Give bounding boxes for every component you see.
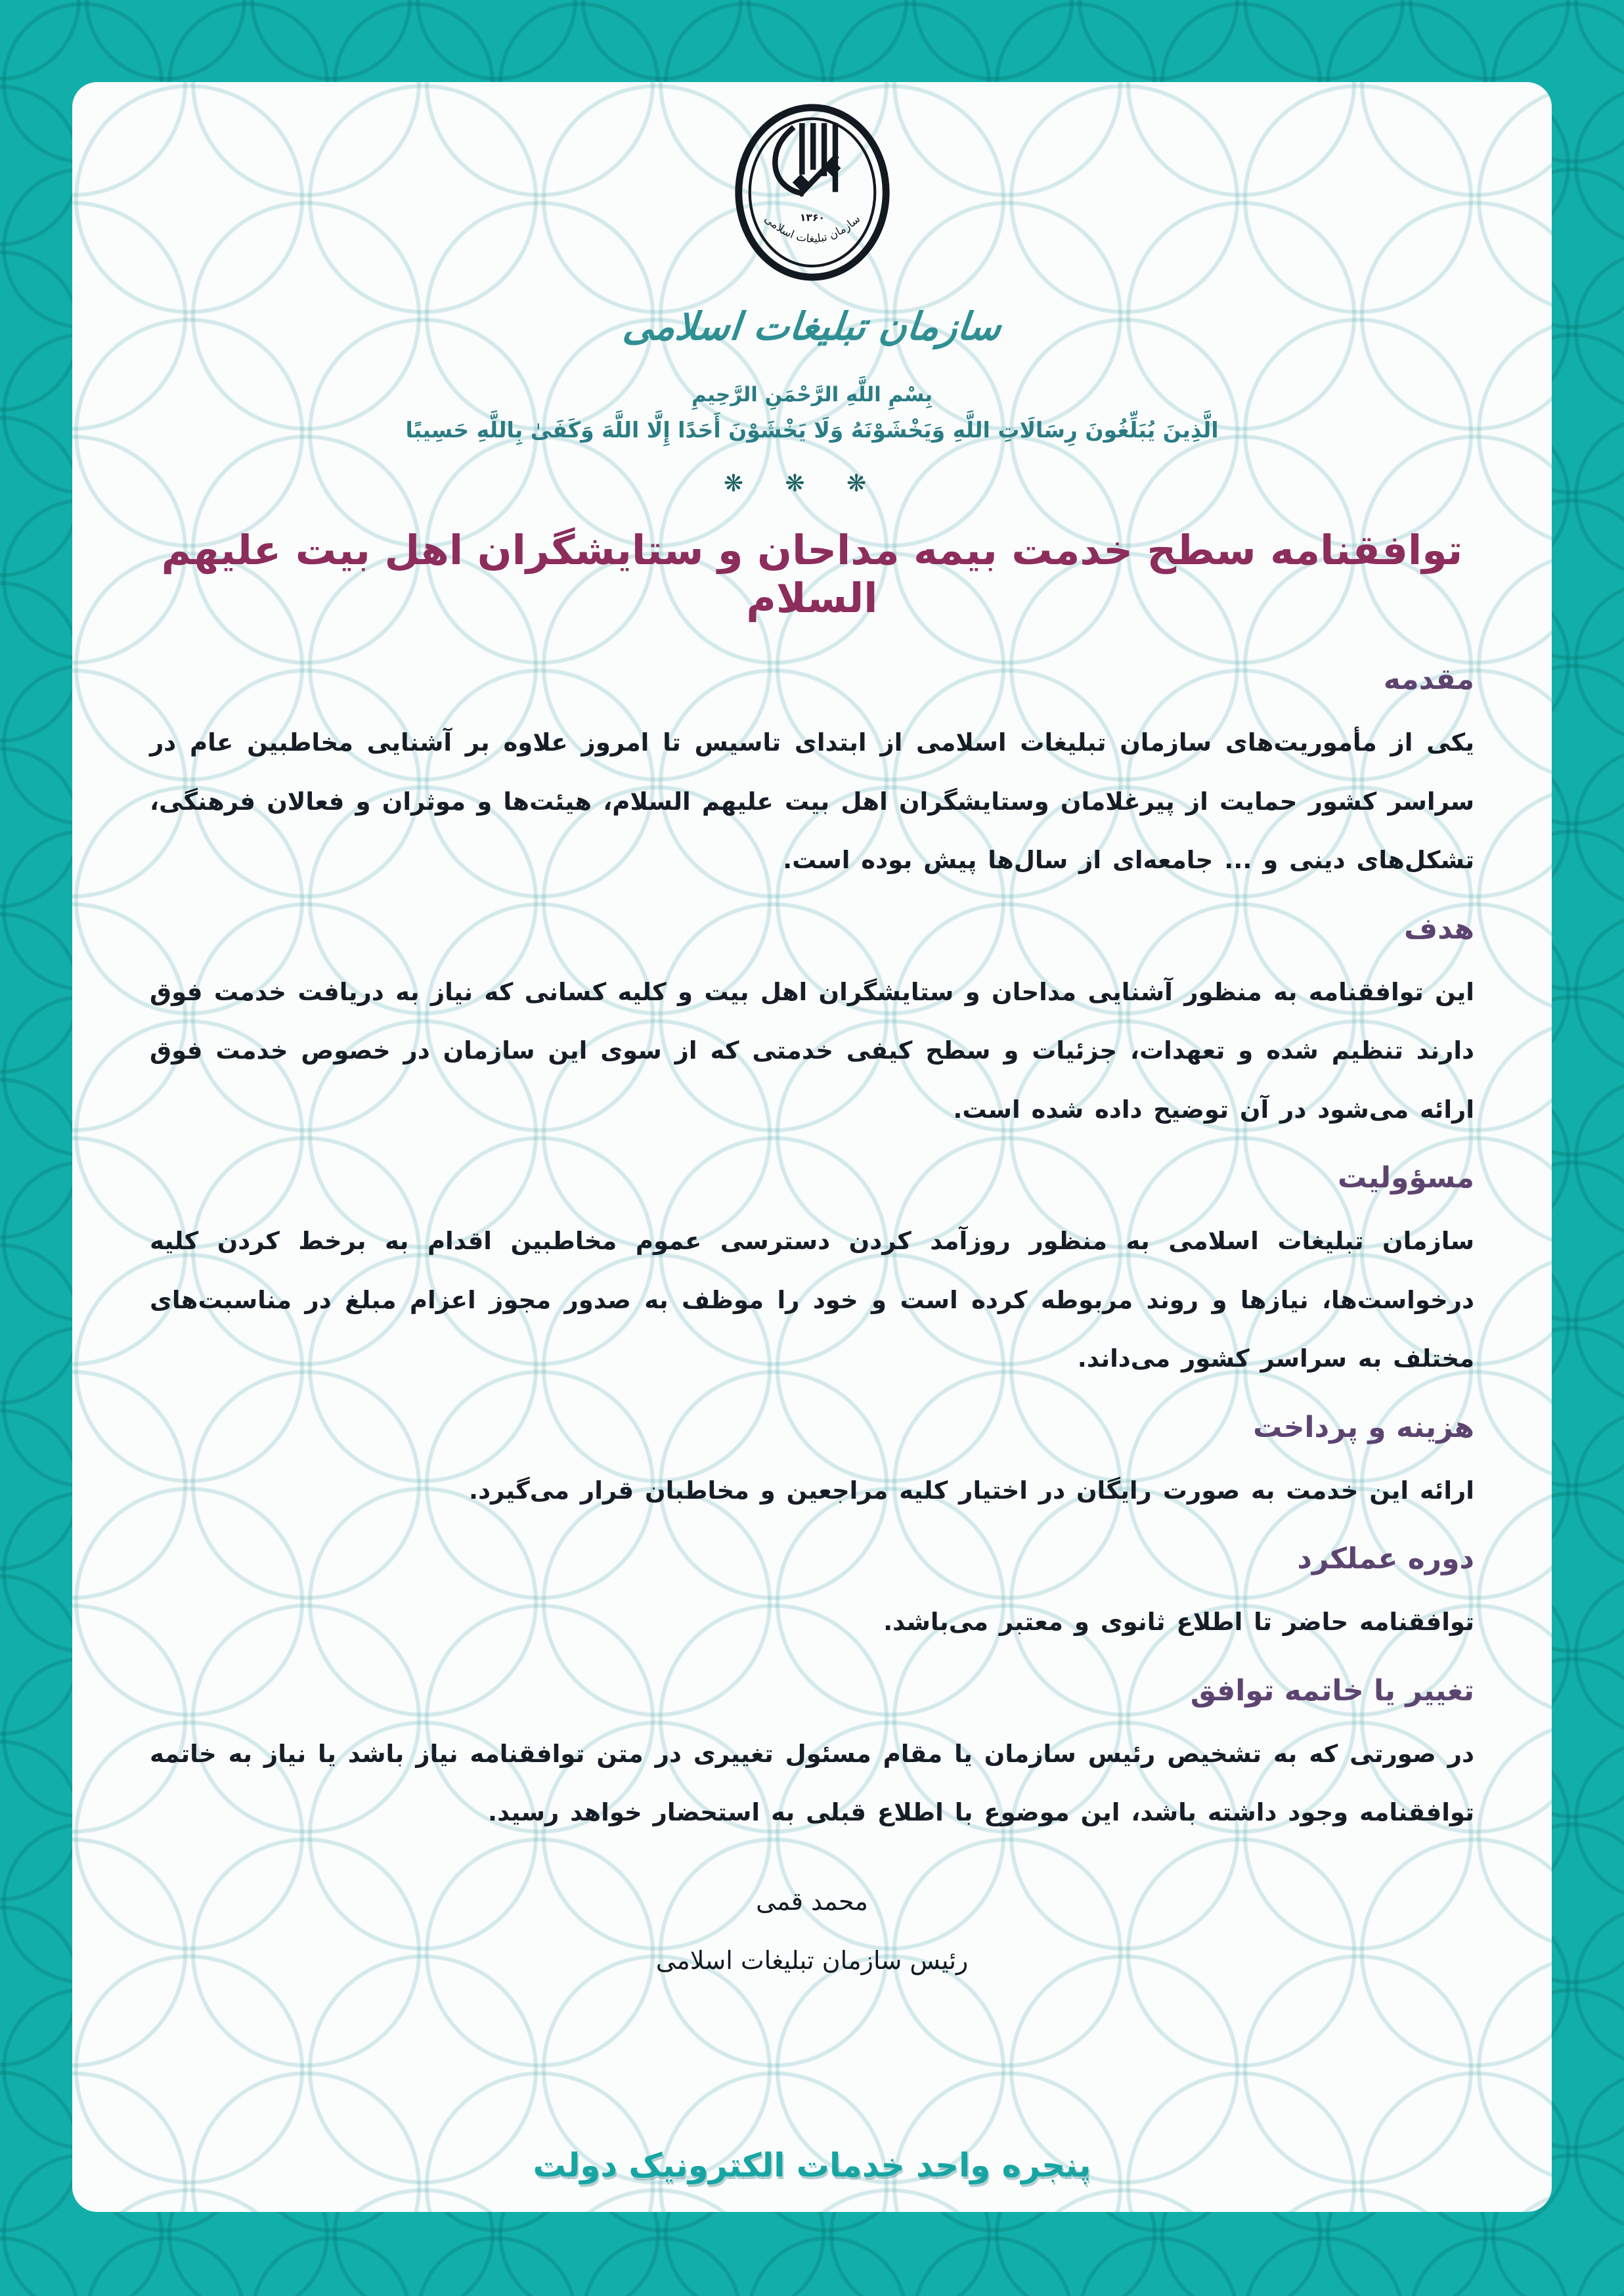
section-heading: دوره عملکرد	[1297, 1542, 1474, 1576]
asterisk-separator-icon: ❋ ❋ ❋	[723, 470, 884, 497]
section-body-text: توافقنامه حاضر تا اطلاع ثانوی و معتبر می‌باشد.	[883, 1608, 1474, 1637]
section-body-text: یکی از مأموریت‌های سازمان تبلیغات اسلامی از ابتدای تاسیس تا امروز علاوه بر آشنایی مخاطبین عام در سراسر کشور حمایت از پیرغلامان وستایشگران اهل بیت علیهم السلام، هیئت‌ها و موثران و فعالان فرهنگی، تشکل‌های دینی و ... جامعه‌ای از سال‌ها پیش بوده است.	[150, 728, 1474, 875]
document-body	[150, 663, 1474, 1865]
footer-service-window-label: پنجره واحد خدمات الکترونیک دولت	[533, 2146, 1091, 2184]
section-heading: تغییر یا خاتمه توافق	[1190, 1673, 1474, 1708]
section-responsibility	[150, 1161, 1474, 1388]
signatory-role: رئیس سازمان تبلیغات اسلامی	[655, 1945, 969, 1975]
organization-wordmark: سازمان تبلیغات اسلامی	[621, 304, 1003, 349]
section-body-text: ارائه این خدمت به صورت رایگان در اختیار کلیه مراجعین و مخاطبان قرار می‌گیرد.	[469, 1476, 1474, 1505]
section-body-text: سازمان تبلیغات اسلامی به منظور روزآمد کردن دسترسی عموم مخاطبین اقدام به برخط کردن کلیه درخواست‌ها، نیازها و روند مربوطه کرده است و خود را موظف به صدور مجوز اعزام مبلغ در مناسبت‌های مختلف به سراسر کشور می‌داند.	[150, 1227, 1474, 1373]
section-introduction	[150, 663, 1474, 890]
document-panel	[72, 82, 1552, 2212]
section-heading: هدف	[1403, 912, 1474, 946]
section-heading: هزینه و پرداخت	[1253, 1410, 1474, 1444]
section-goal	[150, 912, 1474, 1139]
section-body-text: در صورتی که به تشخیص رئیس سازمان یا مقام مسئول تغییری در متن توافقنامه نیاز باشد یا نیاز به خاتمه توافقنامه وجود داشته باشد، این موضوع با اطلاع قبلی به استحضار خواهد رسید.	[150, 1739, 1474, 1827]
organization-emblem-icon	[724, 100, 900, 300]
logo-year: ۱۳۶۰	[799, 211, 825, 224]
document-title: توافقنامه سطح خدمت بیمه مداحان و ستایشگران اهل بیت علیهم السلام	[161, 526, 1463, 622]
section-cost-and-payment	[150, 1411, 1474, 1520]
quran-verse-text: الَّذِينَ يُبَلِّغُونَ رِسَالَاتِ اللَّهِ وَيَخْشَوْنَهُ وَلَا يَخْشَوْنَ أَحَدًا إِلَّا اللَّهَ وَكَفَىٰ بِاللَّهِ حَسِيبًا	[405, 417, 1219, 443]
bismillah-text: بِسْمِ اللَّهِ الرَّحْمَنِ الرَّحِيمِ	[691, 383, 933, 407]
organization-logo	[623, 100, 1001, 349]
section-heading: مسؤولیت	[1337, 1161, 1474, 1195]
signatory-name: محمد قمی	[756, 1886, 868, 1916]
logo-circle-text: سازمان تبلیغات اسلامی	[762, 211, 862, 245]
section-heading: مقدمه	[1383, 663, 1474, 696]
signature-block	[656, 1887, 969, 1975]
section-body-text: این توافقنامه به منظور آشنایی مداحان و ستایشگران اهل بیت و کلیه کسانی که نیاز به دریافت خدمت فوق دارند تنظیم شده و تعهدات، جزئیات و سطح کیفی خدمتی که از سوی این سازمان در خصوص خدمت فوق ارائه می‌شود در آن توضیح داده شده است.	[150, 977, 1474, 1124]
section-change-or-termination	[150, 1674, 1474, 1842]
section-performance-period	[150, 1542, 1474, 1652]
